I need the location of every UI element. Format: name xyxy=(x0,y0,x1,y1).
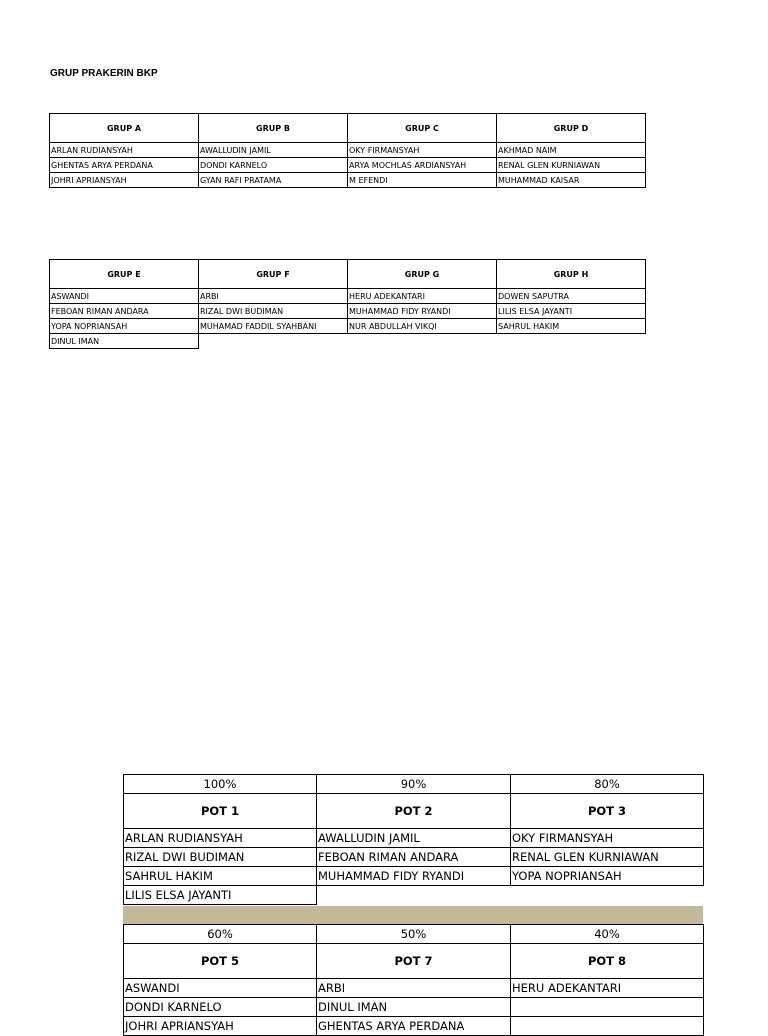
column-header: GRUP G xyxy=(348,260,497,289)
table-cell: DONDI KARNELO xyxy=(199,158,348,173)
percent-cell: 50% xyxy=(317,925,511,944)
table-cell: HERU ADEKANTARI xyxy=(511,979,704,998)
table-row xyxy=(124,979,704,998)
table-cell: FEBOAN RIMAN ANDARA xyxy=(317,848,511,867)
pot-table-1 xyxy=(123,774,704,905)
table-cell: ARLAN RUDIANSYAH xyxy=(50,143,199,158)
table-cell: HERU ADEKANTARI xyxy=(348,289,497,304)
table-row xyxy=(124,998,704,1017)
table-row xyxy=(124,867,704,886)
percent-cell: 60% xyxy=(124,925,317,944)
table-cell: ARBI xyxy=(199,289,348,304)
table-row xyxy=(124,848,704,867)
pot-header: POT 2 xyxy=(317,794,511,829)
table-cell: ARYA MOCHLAS ARDIANSYAH xyxy=(348,158,497,173)
percent-row xyxy=(124,775,704,794)
table-cell: RIZAL DWI BUDIMAN xyxy=(199,304,348,319)
table-cell xyxy=(511,1017,704,1036)
table-row xyxy=(50,143,646,158)
table-cell: M EFENDI xyxy=(348,173,497,188)
groups-table-a-d xyxy=(49,113,646,188)
table-row xyxy=(50,334,646,349)
table-cell: SAHRUL HAKIM xyxy=(497,319,646,334)
empty-cell xyxy=(348,334,497,349)
section-divider xyxy=(123,906,703,924)
groups-table-e-h xyxy=(49,259,646,349)
table-cell: JOHRI APRIANSYAH xyxy=(50,173,199,188)
pot-header-row xyxy=(124,794,704,829)
table-cell: RENAL GLEN KURNIAWAN xyxy=(511,848,704,867)
page-title: GRUP PRAKERIN BKP xyxy=(50,68,158,79)
pot-header: POT 1 xyxy=(124,794,317,829)
table-cell: FEBOAN RIMAN ANDARA xyxy=(50,304,199,319)
table-cell: AWALLUDIN JAMIL xyxy=(199,143,348,158)
table-cell: DOWEN SAPUTRA xyxy=(497,289,646,304)
table-cell: DINUL IMAN xyxy=(50,334,199,349)
table-cell: DONDI KARNELO xyxy=(124,998,317,1017)
table-cell: OKY FIRMANSYAH xyxy=(511,829,704,848)
pot-table-2 xyxy=(123,924,704,1036)
empty-cell xyxy=(511,886,704,905)
table-cell: GYAN RAFI PRATAMA xyxy=(199,173,348,188)
table-cell: YOPA NOPRIANSAH xyxy=(50,319,199,334)
empty-cell xyxy=(497,334,646,349)
table-row xyxy=(124,1017,704,1036)
table-row xyxy=(124,886,704,905)
percent-cell: 90% xyxy=(317,775,511,794)
table-cell: GHENTAS ARYA PERDANA xyxy=(50,158,199,173)
table-cell: MUHAMMAD KAISAR xyxy=(497,173,646,188)
pot-header: POT 7 xyxy=(317,944,511,979)
table-cell: YOPA NOPRIANSAH xyxy=(511,867,704,886)
empty-cell xyxy=(199,334,348,349)
pot-header: POT 5 xyxy=(124,944,317,979)
column-header: GRUP F xyxy=(199,260,348,289)
table-cell: LILIS ELSA JAYANTI xyxy=(497,304,646,319)
table-cell xyxy=(511,998,704,1017)
table-cell: NUR ABDULLAH VIKQI xyxy=(348,319,497,334)
table-cell: ARBI xyxy=(317,979,511,998)
table-cell: JOHRI APRIANSYAH xyxy=(124,1017,317,1036)
column-header: GRUP E xyxy=(50,260,199,289)
table-cell: MUHAMMAD FIDY RYANDI xyxy=(348,304,497,319)
column-header: GRUP D xyxy=(497,114,646,143)
table-row xyxy=(50,173,646,188)
table-row xyxy=(50,158,646,173)
table-cell: LILIS ELSA JAYANTI xyxy=(124,886,317,905)
column-header: GRUP C xyxy=(348,114,497,143)
column-header: GRUP H xyxy=(497,260,646,289)
table-cell: ASWANDI xyxy=(124,979,317,998)
table-cell: MUHAMAD FADDIL SYAHBANI xyxy=(199,319,348,334)
percent-row xyxy=(124,925,704,944)
percent-cell: 100% xyxy=(124,775,317,794)
table-cell: SAHRUL HAKIM xyxy=(124,867,317,886)
table-header-row xyxy=(50,114,646,143)
table-cell: ARLAN RUDIANSYAH xyxy=(124,829,317,848)
table-header-row xyxy=(50,260,646,289)
table-cell: MUHAMMAD FIDY RYANDI xyxy=(317,867,511,886)
empty-cell xyxy=(317,886,511,905)
table-cell: DINUL IMAN xyxy=(317,998,511,1017)
table-cell: RENAL GLEN KURNIAWAN xyxy=(497,158,646,173)
table-row xyxy=(50,289,646,304)
table-cell: OKY FIRMANSYAH xyxy=(348,143,497,158)
table-cell: AWALLUDIN JAMIL xyxy=(317,829,511,848)
table-cell: ASWANDI xyxy=(50,289,199,304)
pot-header: POT 8 xyxy=(511,944,704,979)
pot-header-row xyxy=(124,944,704,979)
table-row xyxy=(124,829,704,848)
table-cell: AKHMAD NAIM xyxy=(497,143,646,158)
table-cell: RIZAL DWI BUDIMAN xyxy=(124,848,317,867)
table-row xyxy=(50,304,646,319)
column-header: GRUP B xyxy=(199,114,348,143)
table-cell: GHENTAS ARYA PERDANA xyxy=(317,1017,511,1036)
pot-header: POT 3 xyxy=(511,794,704,829)
percent-cell: 40% xyxy=(511,925,704,944)
column-header: GRUP A xyxy=(50,114,199,143)
table-row xyxy=(50,319,646,334)
percent-cell: 80% xyxy=(511,775,704,794)
